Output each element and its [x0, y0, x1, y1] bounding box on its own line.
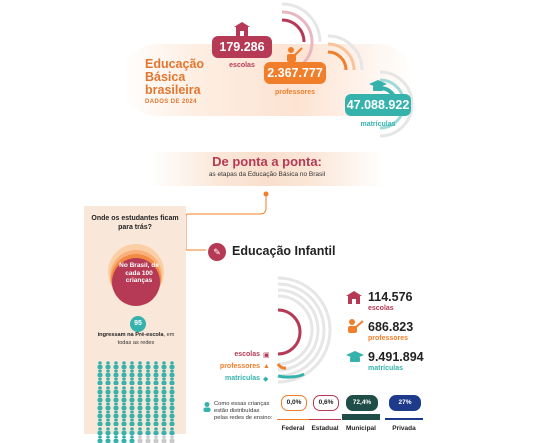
child-figure: [104, 418, 112, 426]
child-figure: [120, 435, 128, 443]
hero-schools-value: 179.286: [212, 36, 272, 58]
child-figure: [104, 394, 112, 402]
child-figure: [160, 386, 168, 394]
child-figure: [120, 369, 128, 377]
hero-teachers-label: professores: [274, 89, 316, 96]
hero-schools-label: escolas: [229, 62, 255, 69]
hero-enrollments-value: 47.088.922: [345, 94, 411, 116]
child-figure: [96, 402, 104, 410]
hero-enrollments-label: matrículas: [360, 121, 396, 128]
child-figure: [160, 394, 168, 402]
child-figure: [168, 386, 176, 394]
section-title: De ponta a ponta:: [212, 154, 322, 169]
child-figure: [96, 361, 104, 369]
school-icon-2: [346, 291, 362, 304]
infantil-schools-label: escolas: [368, 305, 394, 312]
child-figure: [104, 377, 112, 385]
infantil-teachers-label: professores: [368, 335, 409, 342]
child-figure: [128, 386, 136, 394]
network-bar-federal: [277, 419, 309, 421]
child-figure: [112, 386, 120, 394]
network-percent-federal: 0,0%: [281, 395, 307, 411]
child-figure: [152, 386, 160, 394]
child-figure: [96, 386, 104, 394]
network-percent-estadual: 0,6%: [313, 395, 339, 411]
child-figure: [144, 410, 152, 418]
child-figure: [112, 418, 120, 426]
child-figure: [104, 410, 112, 418]
child-figure: [96, 418, 104, 426]
child-figure: [104, 402, 112, 410]
child-figure: [96, 394, 104, 402]
child-figure: [144, 377, 152, 385]
child-figure: [152, 402, 160, 410]
infantil-teachers-value: 686.823: [368, 320, 414, 334]
child-figure: [160, 435, 168, 443]
child-figure: [128, 427, 136, 435]
child-figure: [112, 410, 120, 418]
child-figure: [128, 377, 136, 385]
network-percent-privada: 27%: [389, 395, 421, 411]
child-figure: [152, 435, 160, 443]
child-figure: [96, 377, 104, 385]
section-subtitle: as etapas da Educação Básica no Brasil: [208, 171, 326, 178]
network-bar-municipal: [342, 414, 380, 420]
side-question: Onde os estudantes ficam para trás?: [91, 215, 179, 231]
child-figure: [104, 369, 112, 377]
count-badge: 95: [130, 316, 146, 332]
child-figure: [120, 377, 128, 385]
network-bar-estadual: [309, 419, 341, 421]
person-icon: [202, 402, 212, 412]
legend-school-icon: ▣: [263, 352, 270, 359]
child-figure: [160, 427, 168, 435]
child-figure: [120, 402, 128, 410]
child-figure: [168, 418, 176, 426]
child-figure: [152, 418, 160, 426]
child-figure: [136, 410, 144, 418]
network-label-privada: Privada: [392, 425, 416, 432]
child-figure: [128, 361, 136, 369]
hero-teachers-value: 2.367.777: [264, 62, 326, 84]
legend-teacher-icon: ▲: [263, 363, 270, 370]
child-figure: [160, 402, 168, 410]
child-figure: [112, 402, 120, 410]
people-grid: [96, 361, 176, 443]
child-figure: [112, 377, 120, 385]
child-figure: [144, 369, 152, 377]
child-figure: [96, 435, 104, 443]
child-figure: [104, 435, 112, 443]
teacher-icon-2: [346, 319, 364, 333]
hero-subtitle: DADOS DE 2024: [145, 99, 197, 105]
child-figure: [136, 418, 144, 426]
child-figure: [112, 427, 120, 435]
child-figure: [120, 386, 128, 394]
child-figure: [168, 402, 176, 410]
school-icon: [234, 22, 250, 36]
child-figure: [120, 418, 128, 426]
child-figure: [160, 418, 168, 426]
child-figure: [96, 369, 104, 377]
child-figure: [136, 369, 144, 377]
network-label-federal: Federal: [281, 425, 305, 432]
child-figure: [136, 402, 144, 410]
child-figure: [144, 402, 152, 410]
circle-text: No Brasil, de cada 100 crianças: [119, 262, 159, 284]
child-figure: [168, 410, 176, 418]
infantil-arcs: [274, 270, 344, 390]
child-figure: [128, 402, 136, 410]
child-figure: [104, 427, 112, 435]
legend-enrollments: matrículas: [224, 375, 260, 382]
infantil-title: Educação Infantil: [232, 244, 336, 258]
child-figure: [152, 361, 160, 369]
child-figure: [168, 427, 176, 435]
child-figure: [96, 410, 104, 418]
side-note-bold: ingressam na Pré-escola: [97, 332, 164, 338]
child-figure: [120, 427, 128, 435]
child-figure: [128, 435, 136, 443]
child-figure: [152, 410, 160, 418]
child-figure: [144, 386, 152, 394]
child-figure: [120, 410, 128, 418]
child-figure: [144, 427, 152, 435]
child-figure: [136, 361, 144, 369]
child-figure: [152, 369, 160, 377]
child-figure: [168, 394, 176, 402]
child-figure: [136, 427, 144, 435]
child-figure: [104, 361, 112, 369]
child-figure: [136, 377, 144, 385]
child-figure: [96, 427, 104, 435]
hero-title: Educação Básica brasileira: [145, 57, 205, 97]
child-figure: [128, 394, 136, 402]
child-figure: [120, 361, 128, 369]
network-bar-privada: [385, 418, 423, 420]
legend-schools: escolas: [234, 351, 260, 358]
child-figure: [136, 386, 144, 394]
child-figure: [120, 394, 128, 402]
network-label-estadual: Estadual: [311, 425, 339, 432]
network-label-municipal: Municipal: [346, 425, 376, 432]
child-figure: [152, 377, 160, 385]
child-figure: [128, 410, 136, 418]
child-figure: [168, 377, 176, 385]
legend-teachers: professores: [219, 363, 260, 370]
infantil-icon: ✎: [208, 243, 226, 261]
infantil-enrollments-value: 9.491.894: [368, 350, 424, 364]
legend-cap-icon: ◆: [263, 376, 269, 383]
child-figure: [152, 394, 160, 402]
infantil-enrollments-label: matrículas: [368, 365, 404, 372]
child-figure: [144, 435, 152, 443]
graduation-cap-icon: [369, 80, 387, 92]
child-figure: [128, 418, 136, 426]
teacher-icon: [285, 46, 303, 62]
network-percent-municipal: 72,4%: [346, 395, 378, 411]
child-figure: [160, 369, 168, 377]
child-figure: [144, 394, 152, 402]
child-figure: [160, 361, 168, 369]
child-figure: [144, 418, 152, 426]
child-figure: [168, 361, 176, 369]
child-figure: [160, 410, 168, 418]
child-figure: [152, 427, 160, 435]
child-figure: [144, 361, 152, 369]
child-figure: [136, 394, 144, 402]
side-note-rest: , em todas as redes: [117, 332, 175, 346]
graduation-cap-icon-2: [346, 351, 364, 363]
distribution-question: Como essas crianças estão distribuídas pelas redes de ensino:: [214, 401, 273, 421]
child-figure: [160, 377, 168, 385]
child-figure: [112, 369, 120, 377]
child-figure: [128, 369, 136, 377]
child-figure: [136, 435, 144, 443]
child-figure: [112, 361, 120, 369]
infantil-schools-value: 114.576: [368, 290, 413, 304]
child-figure: [168, 369, 176, 377]
child-figure: [168, 435, 176, 443]
child-figure: [112, 435, 120, 443]
child-figure: [104, 386, 112, 394]
side-note: [90, 332, 182, 347]
child-figure: [112, 394, 120, 402]
